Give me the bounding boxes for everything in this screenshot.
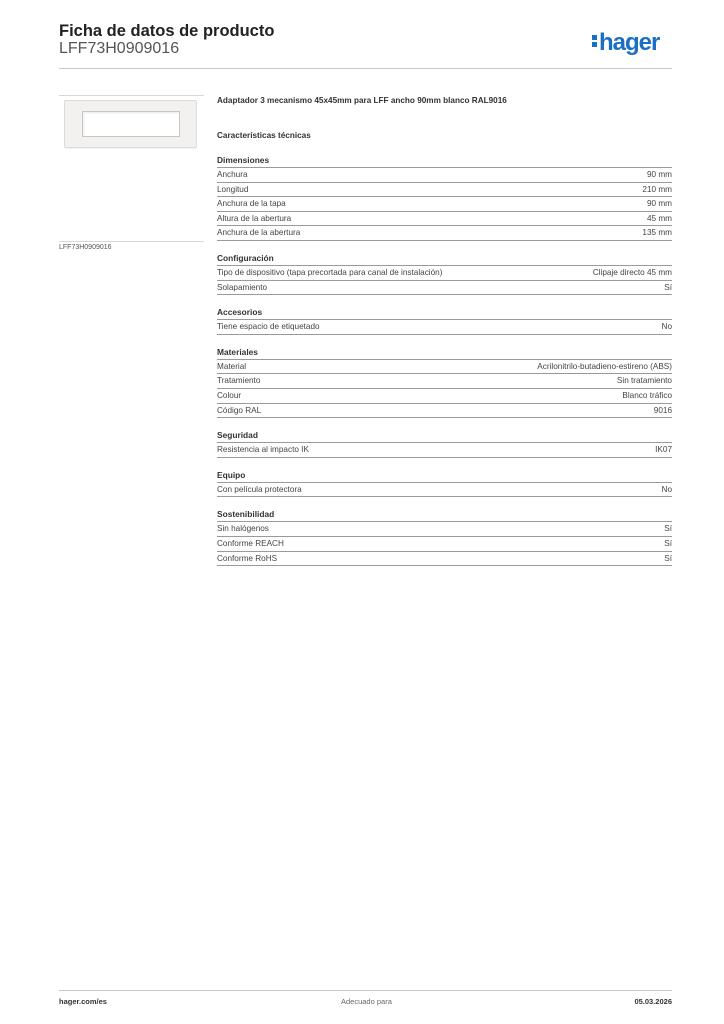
spec-row (217, 281, 672, 296)
spec-row (217, 552, 672, 567)
spec-row (217, 360, 672, 375)
header-divider (59, 68, 672, 69)
spec-label: Anchura (217, 170, 248, 179)
spec-label: Material (217, 361, 247, 371)
spec-row (217, 537, 672, 552)
spec-row (217, 522, 672, 537)
spec-label: Con película protectora (217, 484, 302, 494)
spec-row (217, 212, 672, 227)
spec-value: Sí (664, 282, 672, 292)
spec-label: Conforme RoHS (217, 553, 278, 563)
spec-row (217, 404, 672, 419)
spec-label: Solapamiento (217, 282, 268, 292)
spec-value: Blanco tráfico (622, 390, 672, 400)
spec-value: Sí (664, 524, 672, 534)
product-image (59, 95, 204, 242)
image-caption: LFF73H0909016 (59, 244, 112, 251)
spec-value: Sin tratamiento (616, 376, 672, 386)
spec-row (217, 183, 672, 198)
section-heading: Dimensiones (217, 154, 672, 168)
logo-dots-icon (592, 33, 597, 47)
section-heading: Materiales (217, 346, 672, 360)
characteristics-title: Características técnicas (217, 131, 311, 140)
logo-text: hager (599, 29, 660, 56)
spec-section (217, 346, 672, 418)
adapter-opening-illustration (82, 111, 180, 137)
spec-value: No (661, 322, 672, 332)
spec-label: Tiene espacio de etiquetado (217, 322, 320, 332)
spec-label: Conforme REACH (217, 538, 284, 548)
footer (59, 990, 672, 1011)
spec-label: Longitud (217, 184, 249, 194)
spec-row (217, 168, 672, 183)
spec-value: Acrilonitrilo-butadieno-estireno (ABS) (537, 361, 672, 371)
spec-label: Colour (217, 390, 242, 400)
section-heading: Accesorios (217, 306, 672, 320)
footer-website-link[interactable]: hager.com/es (59, 997, 107, 1006)
section-heading: Equipo (217, 469, 672, 483)
spec-content (217, 93, 672, 577)
spec-section (217, 429, 672, 458)
spec-section (217, 252, 672, 295)
spec-value: 45 mm (646, 213, 672, 223)
spec-value: 9016 (653, 405, 672, 415)
product-description: Adaptador 3 mecanismo 45x45mm para LFF ancho 90mm blanco RAL9016 (217, 96, 507, 105)
page-title: Ficha de datos de producto (59, 22, 275, 40)
spec-sections (217, 154, 672, 566)
spec-row (217, 374, 672, 389)
spec-section (217, 508, 672, 566)
spec-row (217, 320, 672, 335)
spec-row (217, 197, 672, 212)
spec-section (217, 306, 672, 335)
footer-suitable-for: Adecuado para (341, 997, 392, 1006)
spec-value: No (661, 484, 672, 494)
spec-label: Sin halógenos (217, 524, 269, 534)
spec-label: Código RAL (217, 405, 262, 415)
spec-label: Tipo de dispositivo (tapa precortada para canal de instalación) (217, 267, 443, 277)
spec-value: 90 mm (646, 199, 672, 209)
spec-value: Sí (664, 553, 672, 563)
spec-label: Anchura de la tapa (217, 199, 286, 209)
spec-section (217, 469, 672, 498)
spec-row (217, 226, 672, 241)
section-heading: Seguridad (217, 429, 672, 443)
product-code: LFF73H0909016 (59, 40, 180, 57)
spec-row (217, 483, 672, 498)
spec-value: 210 mm (642, 184, 672, 194)
section-heading: Configuración (217, 252, 672, 266)
spec-label: Altura de la abertura (217, 213, 292, 223)
spec-value: Clipaje directo 45 mm (592, 267, 672, 277)
hager-logo[interactable] (592, 28, 659, 58)
spec-value: Sí (664, 538, 672, 548)
spec-label: Tratamiento (217, 376, 261, 386)
spec-section (217, 154, 672, 241)
spec-value: 90 mm (646, 170, 672, 179)
spec-label: Resistencia al impacto IK (217, 445, 309, 455)
spec-row (217, 443, 672, 458)
adapter-frame-illustration (64, 100, 197, 148)
footer-date: 05.03.2026 (634, 997, 672, 1006)
spec-label: Anchura de la abertura (217, 228, 301, 238)
spec-row (217, 266, 672, 281)
section-heading: Sostenibilidad (217, 508, 672, 522)
spec-value: IK07 (655, 445, 672, 455)
spec-value: 135 mm (642, 228, 672, 238)
spec-row (217, 389, 672, 404)
